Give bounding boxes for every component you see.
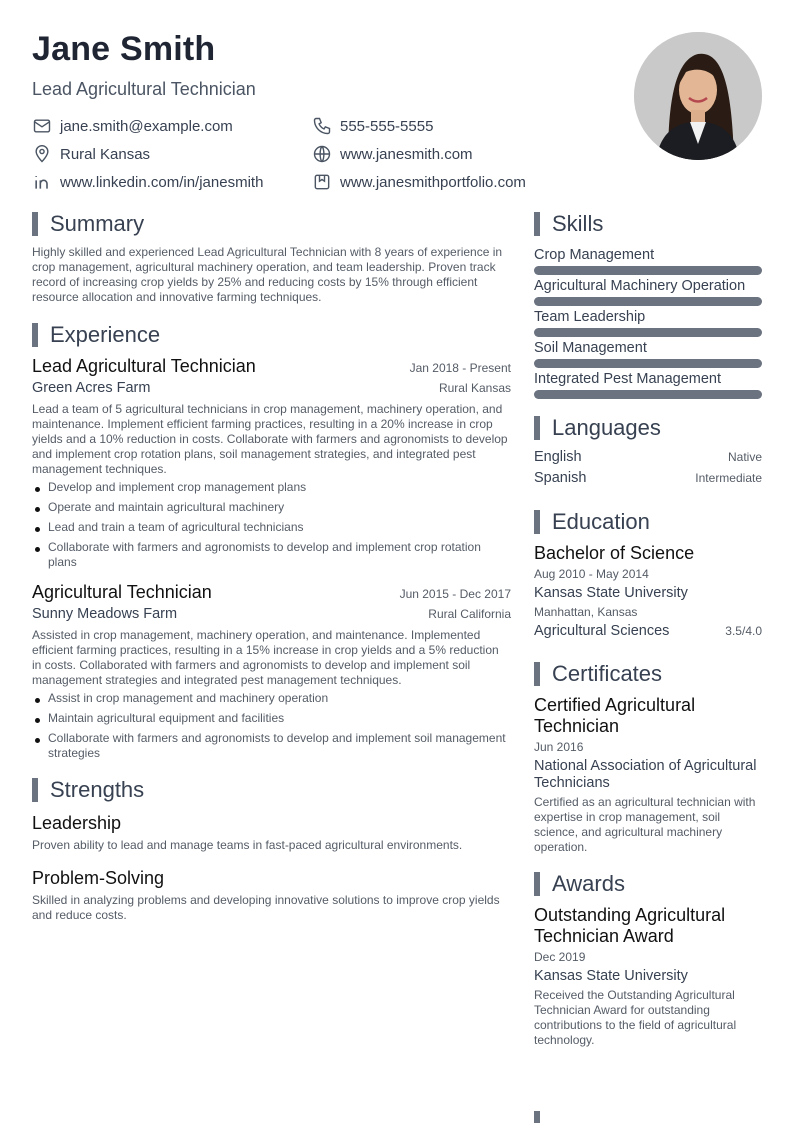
job-description: Assisted in crop management, machinery operation, and maintenance. Implemented efficient farming practices, resulting in a 15% increase in crop yields and a 5% reduction in costs. Collaborated with farmers and agronomists to develop and implement soil management strategies and integrated pest management techniques. [32,628,499,687]
email-icon [32,116,52,136]
portfolio-icon [312,172,332,192]
job-bullet: Assist in crop management and machinery operation [32,691,511,706]
skill-label: Agricultural Machinery Operation [534,278,746,294]
linkedin-text: www.linkedin.com/in/janesmith [60,173,264,191]
job-title: Agricultural Technician [32,582,212,602]
education-dates: Aug 2010 - May 2014 [534,567,649,581]
strength-text: Skilled in analyzing problems and developing innovative solutions to improve crop yields and reduce costs. [32,893,500,922]
language-level: Native [727,450,762,464]
education-section [534,509,762,644]
profile-photo [634,32,762,160]
section-accent-bar [534,510,540,534]
job-bullet: Develop and implement crop management plans [32,480,511,495]
job-bullets [32,691,511,761]
job-company: Sunny Meadows Farm [32,606,178,622]
job-dates: Jan 2018 - Present [409,361,511,375]
portfolio-text: www.janesmithportfolio.com [340,173,526,191]
skill-item [534,307,762,337]
section-accent-bar [534,416,540,440]
website-text: www.janesmith.com [340,145,473,163]
profile-photo-image [634,32,762,160]
skill-item [534,369,762,399]
education-degree: Bachelor of Science [534,543,695,563]
section-accent-bar [534,212,540,236]
skill-level-bar [534,328,762,337]
job-company: Green Acres Farm [32,380,151,396]
strength-title: Leadership [32,813,122,833]
certificate-title: Certified Agricultural Technician [534,695,696,736]
contact-linkedin[interactable] [32,172,312,192]
award-title: Outstanding Agricultural Technician Award [534,905,726,946]
job-bullets [32,480,511,570]
summary-heading: Summary [50,211,145,236]
education-field-row [534,623,762,644]
section-accent-bar [32,323,38,347]
languages-section [534,415,762,491]
job-location: Rural Kansas [438,381,511,395]
section-accent-bar [534,662,540,686]
certificate-date: Jun 2016 [534,740,584,754]
strength-item [32,866,511,923]
skills-heading: Skills [552,211,604,236]
left-column [32,211,511,923]
skill-level-bar [534,359,762,368]
strength-item [32,811,511,853]
award-issuer: Kansas State University [534,968,688,984]
contact-website[interactable] [312,144,592,164]
education-gpa: 3.5/4.0 [725,624,762,638]
contact-phone[interactable] [312,116,592,136]
strength-title: Problem-Solving [32,868,165,888]
job-title: Lead Agricultural Technician [32,356,256,376]
skill-label: Soil Management [534,340,647,356]
section-accent-bar [32,212,38,236]
languages-heading: Languages [552,415,661,440]
job-bullet: Collaborate with farmers and agronomists to develop and implement crop rotation plans [32,540,511,570]
globe-icon [312,144,332,164]
skill-label: Crop Management [534,247,655,263]
skill-level-bar [534,266,762,275]
location-text: Rural Kansas [60,145,151,163]
skill-level-bar [534,390,762,399]
language-item [534,449,762,470]
awards-section [534,871,762,1048]
experience-section [32,322,511,761]
education-school: Kansas State University [534,585,688,601]
skills-section [534,211,762,399]
skill-item [534,245,762,275]
strengths-section [32,777,511,923]
award-text: Received the Outstanding Agricultural Technician Award for outstanding contributions to the field of agricultural technology. [534,988,737,1047]
skill-item [534,276,762,306]
language-name: English [534,449,582,465]
experience-heading: Experience [50,322,161,347]
language-name: Spanish [534,470,587,486]
language-item [534,470,762,491]
summary-text: Highly skilled and experienced Lead Agricultural Technician with 8 years of experience in crop management, agricultural machinery operation, and team leadership. Proven track record of increasing crop yields by 25% and reducing costs by 15% through efficient resource allocation and innovative farming techniques. [32,245,503,304]
language-level: Intermediate [695,471,762,485]
job-dates: Jun 2015 - Dec 2017 [399,587,511,601]
email-text: jane.smith@example.com [60,117,233,135]
job-description: Lead a team of 5 agricultural technicians in crop management, machinery operation, and maintenance. Implement efficient farming practices, resulting in a 20% increase in crop yields and a 10% reduction in costs. Collaborate with farmers and agronomists to develop and implement crop rotation plans, soil management strategies, and integrated pest management techniques. [32,402,508,476]
skill-label: Integrated Pest Management [534,371,722,387]
job-bullet: Collaborate with farmers and agronomists to develop and implement soil management strategies [32,731,511,761]
contact-info [32,112,592,196]
education-heading: Education [552,509,650,534]
awards-heading: Awards [552,871,625,896]
certificates-heading: Certificates [552,661,663,686]
award-date: Dec 2019 [534,950,586,964]
skill-label: Team Leadership [534,309,646,325]
strength-text: Proven ability to lead and manage teams in fast-paced agricultural environments. [32,838,463,852]
phone-text: 555-555-5555 [340,117,434,135]
strengths-heading: Strengths [50,777,145,802]
contact-portfolio[interactable] [312,172,592,192]
job-entry [32,582,511,761]
certificate-text: Certified as an agricultural technician with expertise in crop management, soil science, and agricultural machinery operation. [534,795,756,854]
page-footer-marker [534,1111,540,1123]
phone-icon [312,116,332,136]
section-accent-bar [32,778,38,802]
contact-email[interactable] [32,116,312,136]
job-bullet: Lead and train a team of agricultural technicians [32,520,511,535]
certificate-issuer: National Association of Agricultural Technicians [534,758,757,791]
linkedin-icon [32,172,52,192]
skills-list [534,245,762,399]
job-bullet: Maintain agricultural equipment and facilities [32,711,511,726]
job-location: Rural California [428,607,511,621]
summary-section [32,211,511,305]
contact-location [32,144,312,164]
job-entry [32,356,511,570]
education-field: Agricultural Sciences [534,623,670,639]
education-location: Manhattan, Kansas [534,605,638,619]
job-bullet: Operate and maintain agricultural machinery [32,500,511,515]
resume-name: Jane Smith [32,30,216,68]
right-column [534,211,762,1048]
skill-item [534,338,762,368]
section-accent-bar [534,872,540,896]
location-pin-icon [32,144,52,164]
resume-title: Lead Agricultural Technician [32,79,256,99]
skill-level-bar [534,297,762,306]
certificates-section [534,661,762,855]
